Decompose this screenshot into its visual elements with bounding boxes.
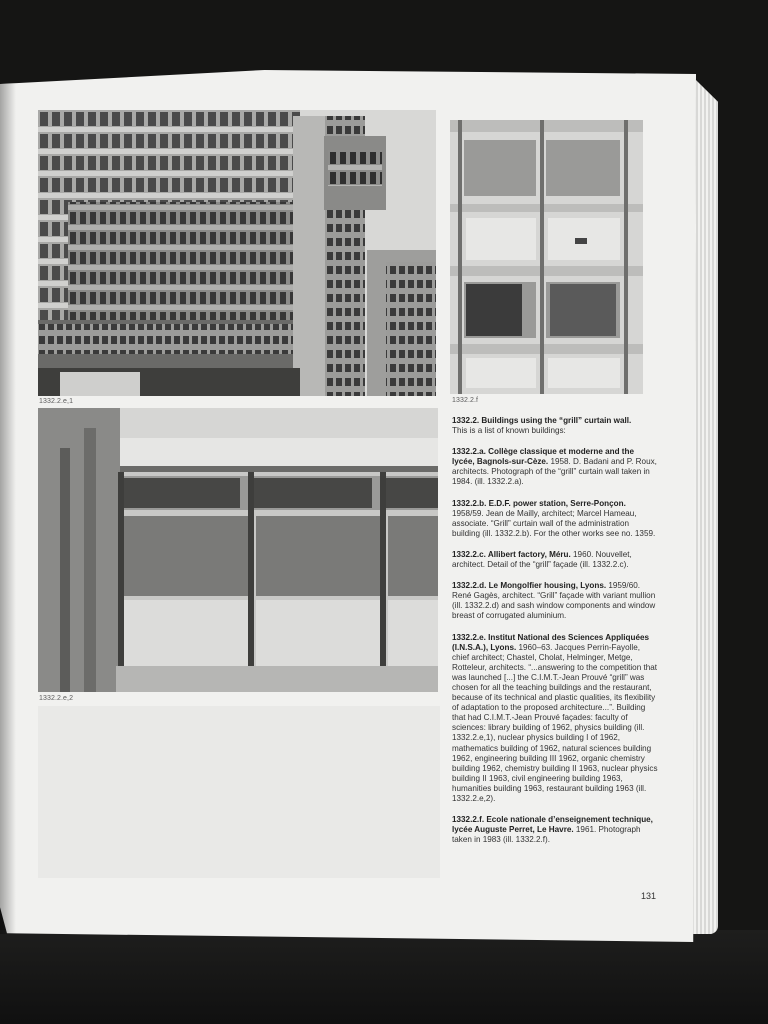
caption-1332-2-e-2: 1332.2.e,2 bbox=[39, 695, 74, 702]
caption-1332-2-e-1: 1332.2.e,1 bbox=[39, 398, 74, 405]
entry-text: 1958/59. Jean de Mailly, architect; Marcel Hameau, associate. “Grill” curtain wall of the administration building (ill. 1332.2.b). For the other works see no. 1359. bbox=[452, 508, 656, 538]
entry-1332-2-f bbox=[452, 815, 658, 845]
entry-text: 1960. Nouvellet, architect. Detail of the “grill” façade (ill. 1332.2.c). bbox=[452, 549, 632, 570]
blank-image-area bbox=[38, 706, 440, 878]
entry-title: 1332.2.c. Allibert factory, Méru. bbox=[452, 549, 571, 559]
photo-lycee-auguste-perret-facade bbox=[450, 120, 643, 394]
entry-1332-2-b bbox=[452, 499, 658, 539]
photo-insa-physics-building bbox=[38, 110, 436, 396]
entry-title: 1332.2.d. Le Mongolfier housing, Lyons. bbox=[452, 581, 607, 591]
caption-1332-2-f: 1332.2.f bbox=[452, 397, 479, 404]
entry-title: 1332.2.f. Ecole nationale d’enseignement technique, lycée Auguste Perret, Le Havre. bbox=[452, 815, 653, 835]
intro-paragraph bbox=[452, 416, 658, 436]
page-number: 131 bbox=[641, 891, 657, 901]
entry-title: 1332.2.a. Collège classique et moderne and the lycée, Bagnols-sur-Cèze. bbox=[452, 447, 634, 467]
entry-text: 1958. D. Badani and P. Roux, architects. Photograph of the “grill” curtain wall taken in 1984. (ill. 1332.2.a). bbox=[452, 457, 657, 487]
entry-text: 1960–63. Jacques Perrin-Fayolle, chief architect; Chastel, Cholat, Helminger, Metge, Rotteleur, architects. “...answering to the competition that was launched [...] the C.I.M.T.-Jean Prouvé “grill” was chosen for all the teaching buildings and the restaurant, because of its technical and plastic qualities, its flexibility of adaptation to the proposed architecture...”. Building that had C.I.M.T.-Jean Prouvé façades: faculty of sciences: library building of 1962, physics building (ill. 1332.2.e,1), nuclear physics building I of 1962, mathematics building of 1962, natural sciences building 1962, engineering building III 1962, organic chemistry building 1962, chemistry building II 1963, nuclear physics building II 1963, civil engineering building 1963, humanities building 1963, restaurant building 1963 (ill. 1332.2.e,2). bbox=[452, 642, 658, 803]
entry-1332-2-e bbox=[452, 633, 658, 805]
entry-1332-2-c bbox=[452, 550, 658, 570]
desk-surface bbox=[0, 930, 768, 1024]
book-gutter-shadow bbox=[0, 84, 16, 934]
intro-title: 1332.2. Buildings using the “grill” curtain wall. bbox=[452, 416, 632, 425]
entry-1332-2-a bbox=[452, 447, 658, 487]
entry-title: 1332.2.b. E.D.F. power station, Serre-Ponçon. bbox=[452, 498, 626, 508]
photo-insa-restaurant-building bbox=[38, 408, 438, 692]
entry-text: 1959/60. René Gagès, architect. “Grill” façade with variant mullion (ill. 1332.2.d) and sash window components and window breast of corrugated aluminium. bbox=[452, 581, 656, 621]
entry-title: 1332.2.e. Institut National des Sciences Appliquées (I.N.S.A.), Lyons. bbox=[452, 632, 650, 652]
entry-1332-2-d bbox=[452, 581, 658, 621]
intro-text: This is a list of known buildings: bbox=[452, 426, 566, 436]
entry-text: 1961. Photograph taken in 1983 (ill. 1332.2.f). bbox=[452, 825, 641, 845]
text-column bbox=[452, 416, 658, 856]
